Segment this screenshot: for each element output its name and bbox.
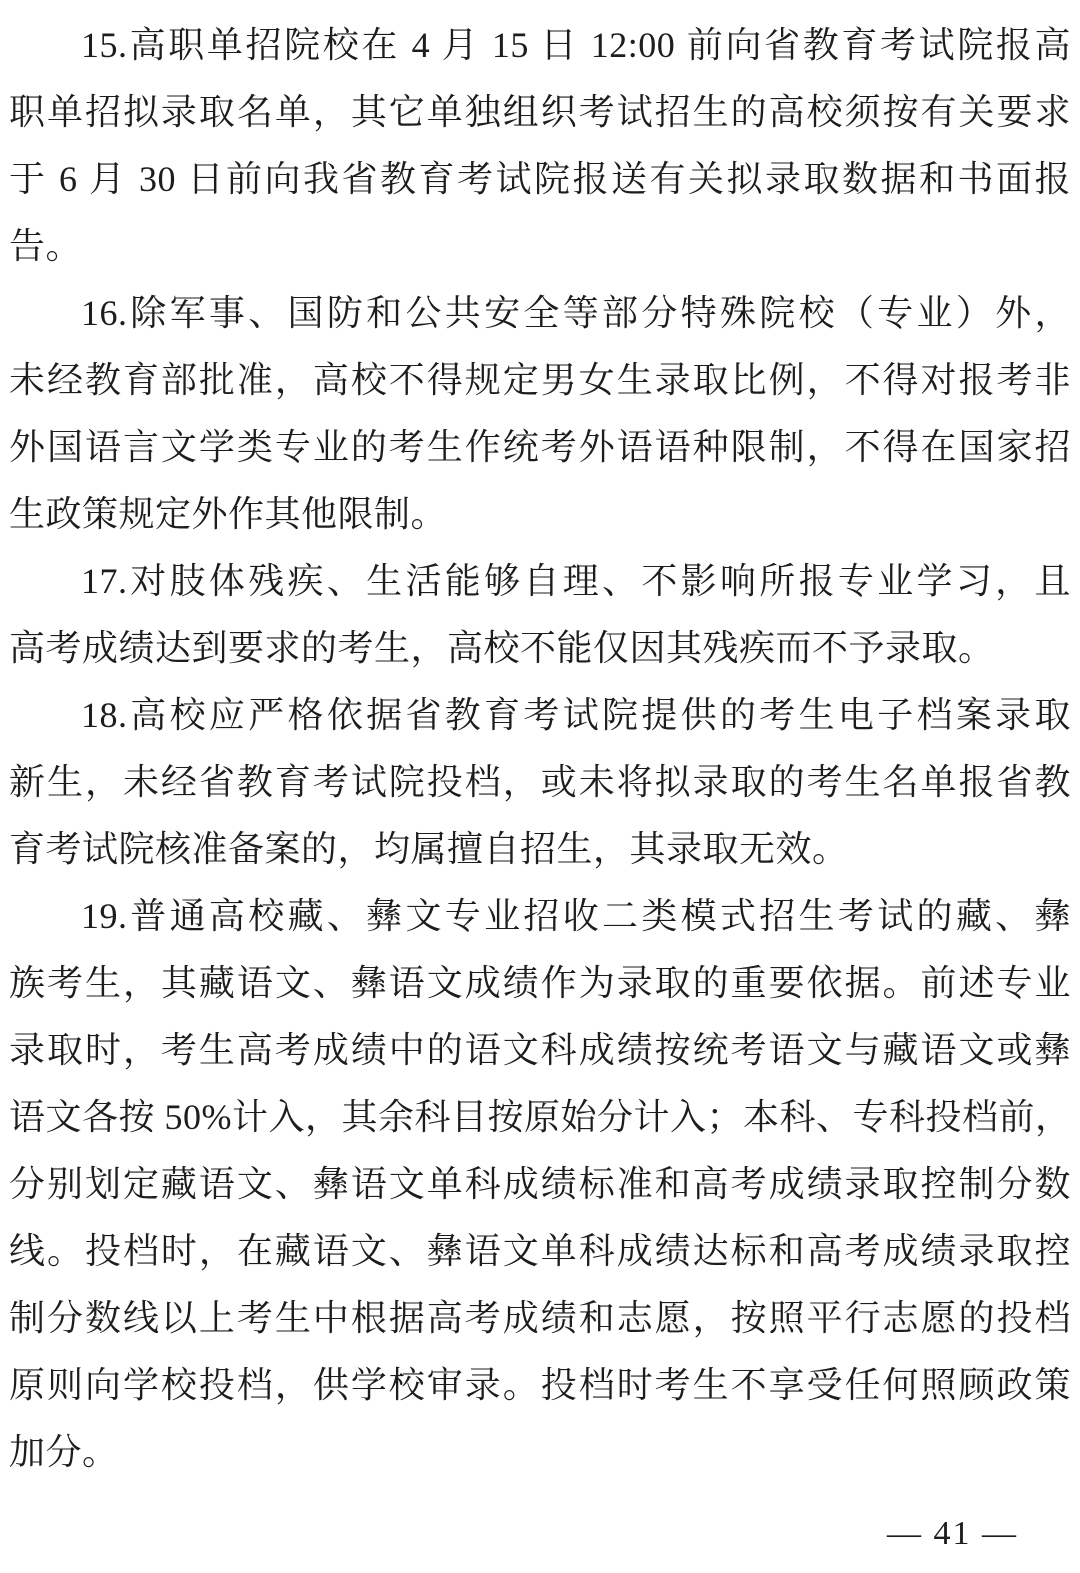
text-line: 族考生，其藏语文、彝语文成绩作为录取的重要依据。前述专业 — [9, 963, 1071, 1003]
text-line: 生政策规定外作其他限制。 — [9, 494, 448, 534]
text-line: 外国语言文学类专业的考生作统考外语语种限制，不得在国家招 — [9, 427, 1071, 467]
text-line: 加分。 — [9, 1432, 119, 1472]
text-line: 职单招拟录取名单，其它单独组织考试招生的高校须按有关要求 — [9, 92, 1071, 132]
page-number: — 41 — — [887, 1515, 1018, 1552]
text-line: 制分数线以上考生中根据高考成绩和志愿，按照平行志愿的投档 — [9, 1298, 1071, 1338]
paragraph-19 — [9, 883, 1071, 1486]
paragraph-16 — [9, 280, 1071, 548]
page-footer — [887, 1509, 1018, 1559]
text-line: 19.普通高校藏、彝文专业招收二类模式招生考试的藏、彝 — [81, 896, 1071, 936]
text-line: 未经教育部批准，高校不得规定男女生录取比例，不得对报考非 — [9, 360, 1071, 400]
text-line: 原则向学校投档，供学校审录。投档时考生不享受任何照顾政策 — [9, 1365, 1071, 1405]
text-line: 16.除军事、国防和公共安全等部分特殊院校（专业）外， — [81, 293, 1071, 333]
paragraph-17 — [9, 548, 1071, 682]
text-line: 录取时，考生高考成绩中的语文科成绩按统考语文与藏语文或彝 — [9, 1030, 1071, 1070]
text-line: 15.高职单招院校在 4 月 15 日 12:00 前向省教育考试院报高 — [81, 25, 1071, 65]
text-line: 育考试院核准备案的，均属擅自招生，其录取无效。 — [9, 829, 849, 869]
text-line: 语文各按 50%计入，其余科目按原始分计入；本科、专科投档前， — [9, 1097, 1071, 1137]
text-line: 高考成绩达到要求的考生，高校不能仅因其残疾而不予录取。 — [9, 628, 995, 668]
document-body — [9, 12, 1071, 1486]
text-line: 18.高校应严格依据省教育考试院提供的考生电子档案录取 — [81, 695, 1071, 735]
text-line: 线。投档时，在藏语文、彝语文单科成绩达标和高考成绩录取控 — [9, 1231, 1071, 1271]
text-line: 17.对肢体残疾、生活能够自理、不影响所报专业学习，且 — [81, 561, 1071, 601]
text-line: 新生，未经省教育考试院投档，或未将拟录取的考生名单报省教 — [9, 762, 1071, 802]
text-line: 于 6 月 30 日前向我省教育考试院报送有关拟录取数据和书面报 — [9, 159, 1071, 199]
text-line: 告。 — [9, 226, 83, 266]
paragraph-18 — [9, 682, 1071, 883]
text-line: 分别划定藏语文、彝语文单科成绩标准和高考成绩录取控制分数 — [9, 1164, 1071, 1204]
paragraph-15 — [9, 12, 1071, 280]
